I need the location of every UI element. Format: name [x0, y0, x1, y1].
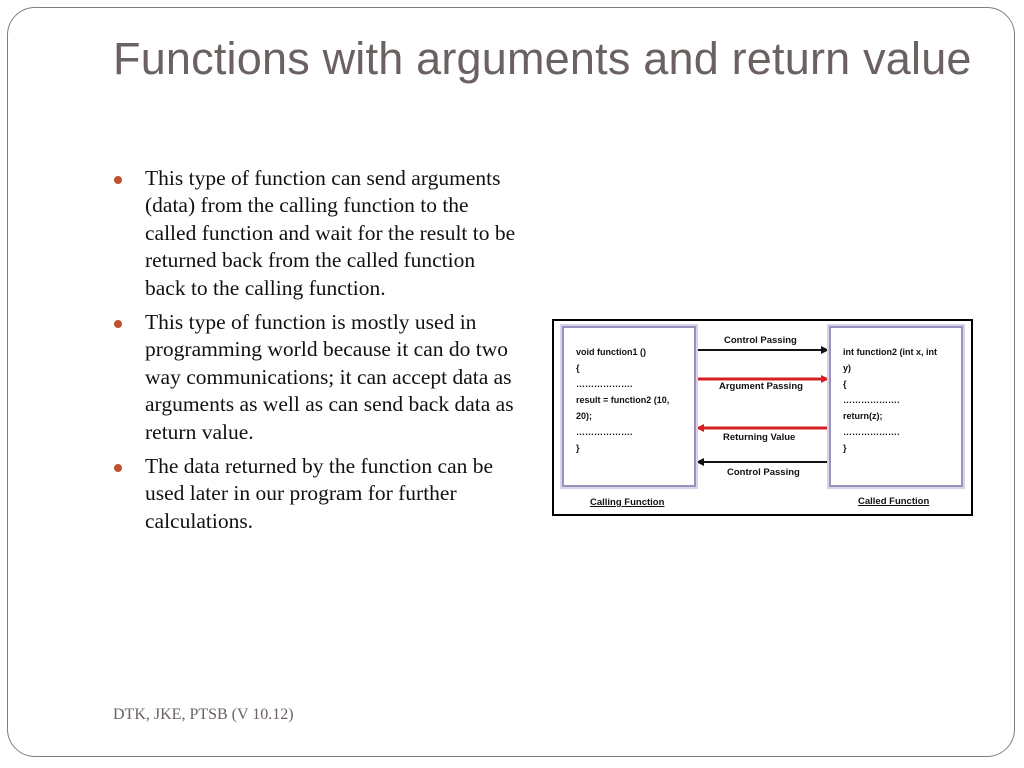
- code-line: return(z);: [843, 411, 883, 421]
- control-passing-label-bottom: Control Passing: [727, 467, 800, 478]
- code-line: }: [576, 443, 580, 453]
- called-function-caption: Called Function: [858, 496, 930, 507]
- slide-title: Functions with arguments and return value: [113, 33, 972, 84]
- bullet-text-3: The data returned by the function can be used later in our program for further calculations.: [145, 454, 494, 533]
- code-line: ……………….: [843, 395, 900, 405]
- bullet-dot-icon: [114, 320, 122, 328]
- bullet-dot-icon: [114, 176, 122, 184]
- code-line: ……………….: [843, 427, 900, 437]
- calling-function-code: [564, 328, 694, 456]
- code-line: 20);: [576, 411, 593, 421]
- bullet-text-1: This type of function can send arguments (data) from the calling function to the called function and wait for the result to be returned back from the called function back to the calling function.: [145, 166, 516, 300]
- bullet-text-2: This type of function is mostly used in programming world because it can do two way communications; it can accept data as arguments as well as can send back data as return value.: [145, 310, 514, 444]
- code-line: void function1 (): [576, 347, 646, 357]
- calling-function-box: [562, 326, 696, 487]
- calling-function-caption: Calling Function: [590, 497, 665, 508]
- slide-footer: DTK, JKE, PTSB (V 10.12): [113, 706, 294, 723]
- function-call-diagram: [552, 319, 973, 516]
- code-line: {: [576, 363, 580, 373]
- argument-passing-label: Argument Passing: [719, 381, 803, 392]
- code-line: }: [843, 443, 847, 453]
- returning-value-label: Returning Value: [723, 432, 796, 443]
- bullet-list: [114, 165, 516, 542]
- called-function-box: [829, 326, 963, 487]
- code-line: ……………….: [576, 379, 633, 389]
- code-line: ……………….: [576, 427, 633, 437]
- bullet-item-3: [114, 453, 516, 535]
- code-line: {: [843, 379, 847, 389]
- called-function-code: [831, 328, 961, 456]
- code-line: y): [843, 363, 852, 373]
- code-line: result = function2 (10,: [576, 395, 670, 405]
- control-passing-label-top: Control Passing: [724, 335, 797, 346]
- bullet-item-1: [114, 165, 516, 302]
- bullet-dot-icon: [114, 464, 122, 472]
- code-line: int function2 (int x, int: [843, 347, 937, 357]
- bullet-item-2: [114, 309, 516, 446]
